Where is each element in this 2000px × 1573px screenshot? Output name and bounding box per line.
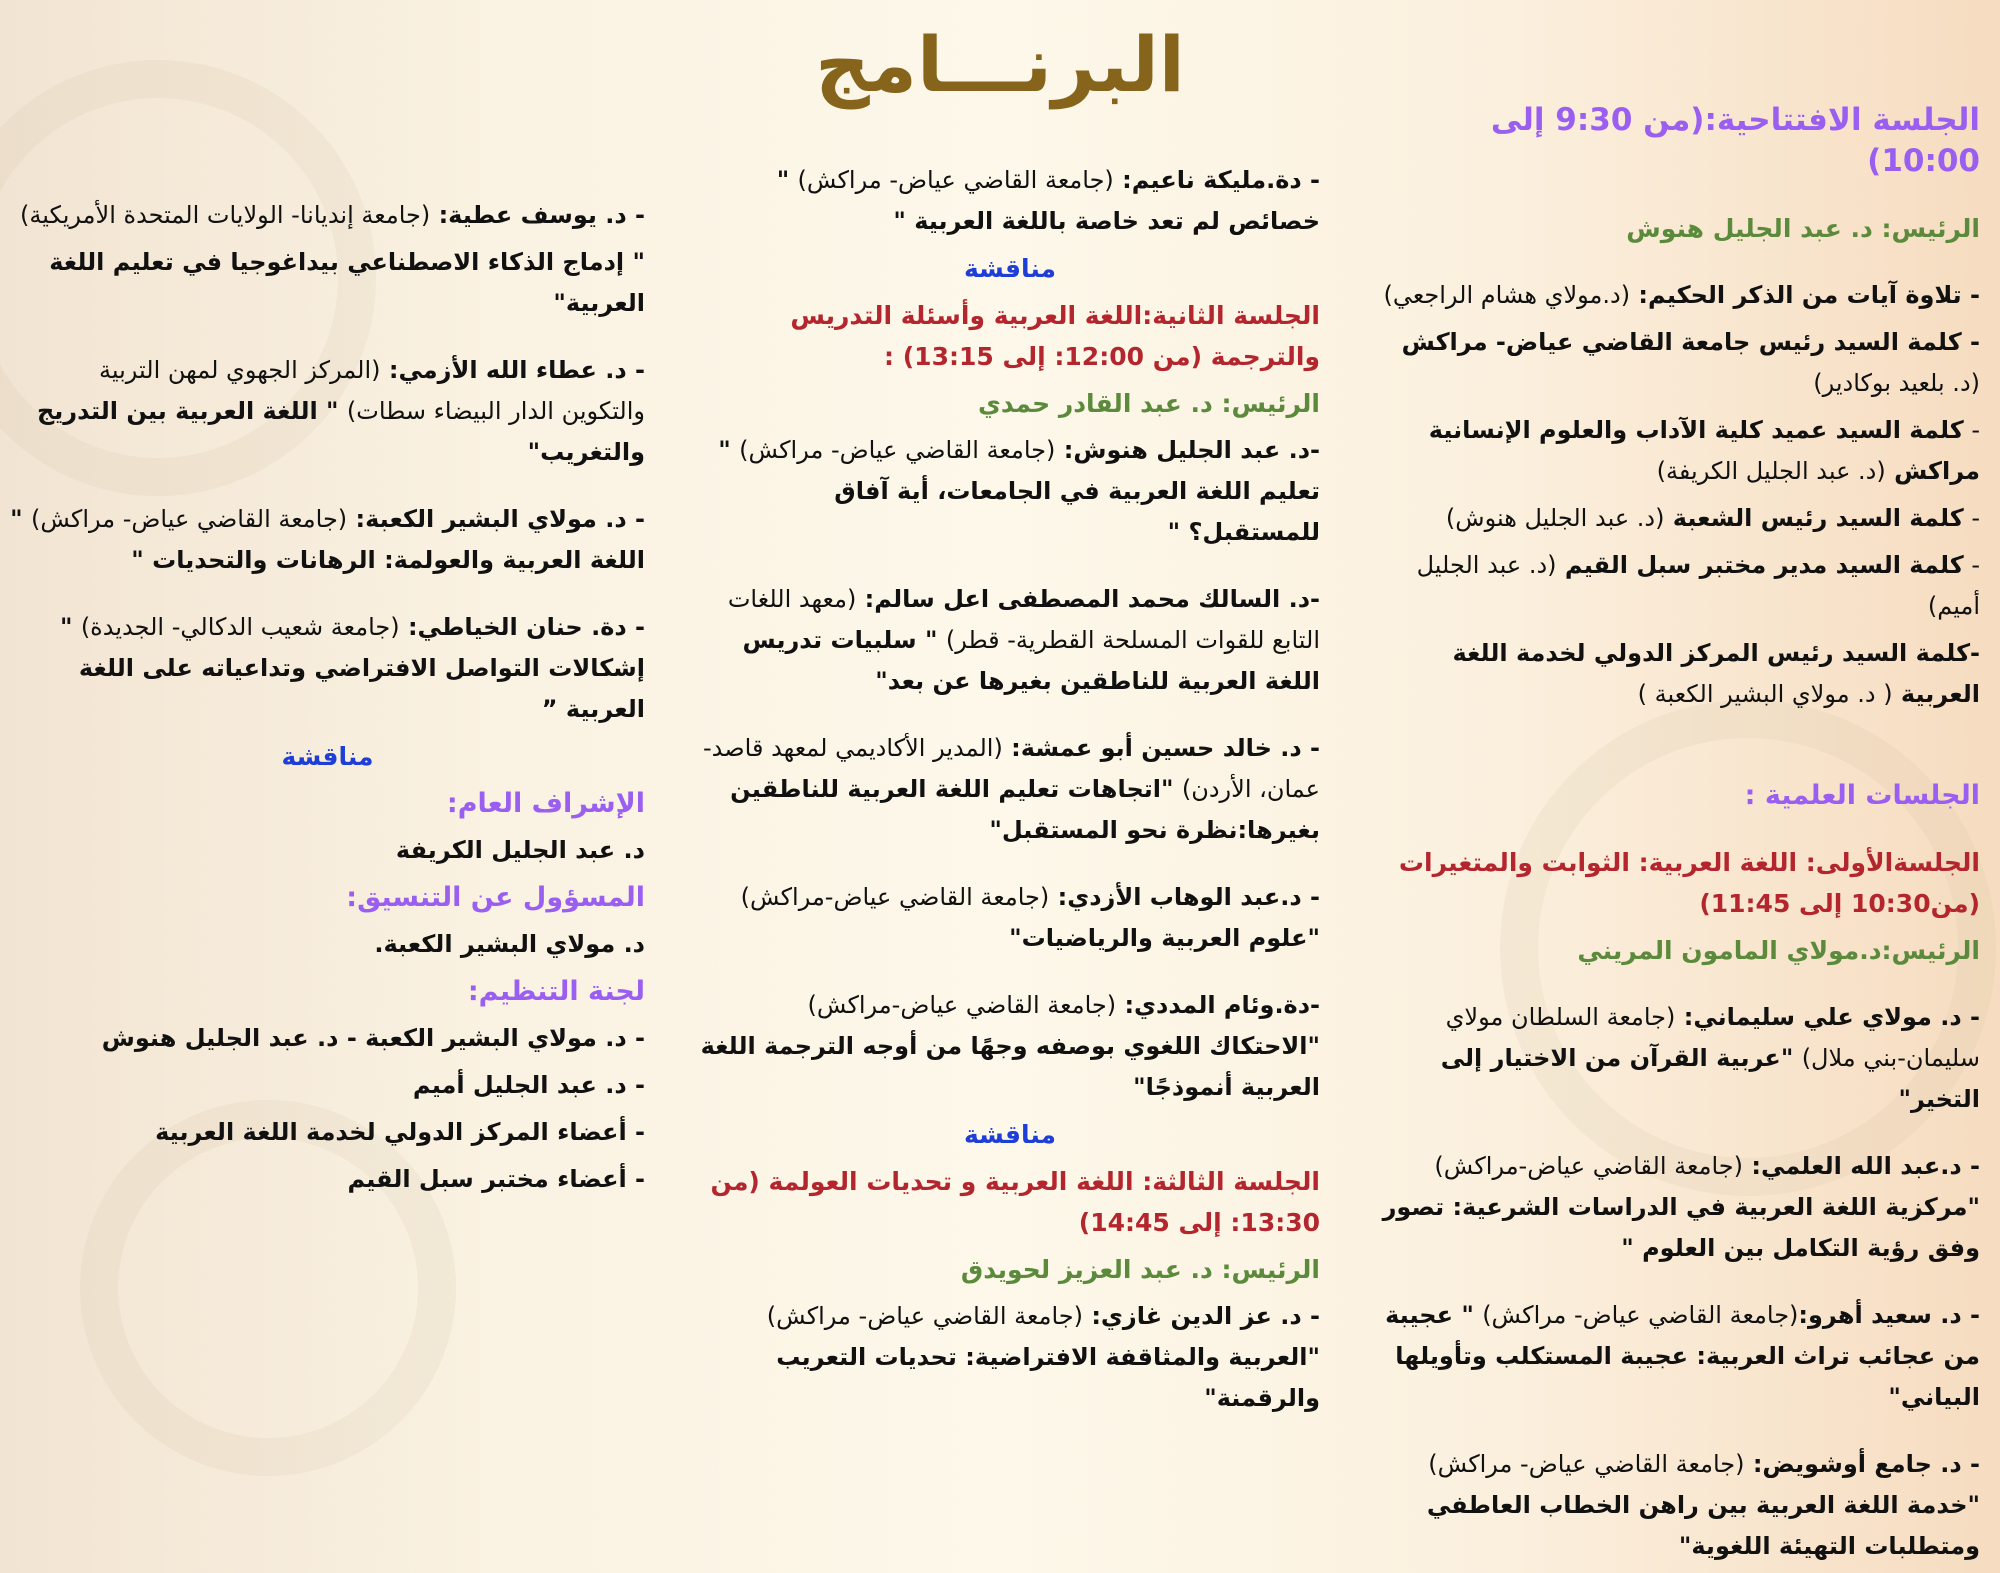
- item-text: -د. السالك محمد المصطفى اعل سالم:: [856, 585, 1320, 613]
- item-text: الجلسة الثانية:اللغة العربية وأسئلة التدريس والترجمة (من 12:00: إلى 13:15) :: [790, 301, 1320, 371]
- program-item: [700, 430, 1320, 553]
- affiliation-text: (جامعة شعيب الدكالي- الجديدة): [80, 613, 400, 641]
- session-title: [1380, 842, 1980, 924]
- item-text: لجنة التنظيم:: [467, 976, 645, 1007]
- item-text: - د. عبد الجليل أميم: [412, 1071, 645, 1099]
- column-middle: [700, 160, 1320, 1425]
- program-item: [700, 579, 1320, 702]
- session-chair: [1380, 208, 1980, 249]
- program-item: [1380, 322, 1980, 404]
- item-text: - د.عبد الوهاب الأزدي:: [1049, 883, 1320, 911]
- item-text: " تعليم اللغة العربية في الجامعات، أية آفاق للمستقبل؟ ": [718, 436, 1320, 546]
- item-text: كلمة السيد عميد كلية الآداب والعلوم الإنسانية مراكش: [1428, 416, 1980, 485]
- item-text: - دة. حنان الخياطي:: [399, 613, 645, 641]
- discussion-label: [700, 1114, 1320, 1155]
- item-text: - دة.مليكة ناعيم:: [1113, 166, 1320, 194]
- item-text: - كلمة السيد رئيس جامعة القاضي عياض- مراكش: [1401, 328, 1980, 356]
- affiliation-text: (المركز الجهوي لمهن التربية والتكوين الدار البيضاء سطات): [99, 356, 645, 425]
- program-item: [1380, 498, 1980, 539]
- program-item: [1380, 545, 1980, 627]
- item-text: - د.عبد الله العلمي:: [1742, 1152, 1980, 1180]
- session-chair: [700, 1249, 1320, 1290]
- program-item: [700, 985, 1320, 1108]
- column-right: [1380, 100, 1980, 1573]
- affiliation-text: (جامعة القاضي عياض- مراكش): [797, 166, 1114, 194]
- item-text: - د. عطاء الله الأزمي:: [380, 356, 645, 384]
- item-text: الرئيس: د. عبد الجليل هنوش: [1626, 214, 1980, 243]
- affiliation-text: -: [1963, 504, 1980, 532]
- item-text: مناقشة: [963, 254, 1057, 283]
- affiliation-text: -: [1963, 416, 1980, 444]
- program-item: [10, 195, 645, 236]
- program-item: [10, 607, 645, 730]
- section-heading: [1380, 100, 1980, 182]
- program-item: [1380, 1444, 1980, 1567]
- item-text: - د. خالد حسين أبو عمشة:: [1002, 734, 1320, 762]
- program-item: [700, 877, 1320, 959]
- column-left: [10, 195, 645, 1206]
- item-text: د. مولاي البشير الكعبة.: [374, 930, 645, 958]
- affiliation-text: (المدير الأكاديمي لمعهد قاصد-عمان، الأردن): [703, 734, 1320, 803]
- item-text: - د. جامع أوشويض:: [1744, 1450, 1980, 1478]
- program-item: [700, 160, 1320, 242]
- item-text: كلمة السيد مدير مختبر سبل القيم: [1556, 551, 1964, 579]
- program-item: [10, 830, 645, 871]
- section-heading: [10, 783, 645, 824]
- item-text: " اللغة العربية بين التدريج والتغريب": [36, 397, 645, 466]
- affiliation-text: -: [1963, 551, 1980, 579]
- item-text: د. عبد الجليل الكريفة: [395, 836, 645, 864]
- item-text: الجلسة الافتتاحية:(من 9:30 إلى 10:00): [1490, 102, 1980, 179]
- item-text: - أعضاء المركز الدولي لخدمة اللغة العربية: [155, 1118, 645, 1146]
- affiliation-text: (جامعة القاضي عياض- مراكش): [1482, 1301, 1799, 1329]
- program-item: [700, 1296, 1320, 1419]
- item-text: الرئيس: د. عبد العزيز لحويدق: [960, 1255, 1320, 1284]
- item-text: - د. مولاي البشير الكعبة - د. عبد الجليل هنوش: [101, 1024, 645, 1052]
- program-item: [10, 924, 645, 965]
- affiliation-text: (د. عبد الجليل الكريفة): [1656, 457, 1886, 485]
- item-text: المسؤول عن التنسيق:: [346, 882, 645, 913]
- item-text: كلمة السيد رئيس الشعبة: [1664, 504, 1964, 532]
- affiliation-text: (جامعة السلطان مولاي سليمان-بني ملال): [1445, 1003, 1980, 1072]
- item-text: مناقشة: [963, 1120, 1057, 1149]
- program-item: [10, 499, 645, 581]
- section-heading: [10, 877, 645, 918]
- item-text: " خصائص لم تعد خاصة باللغة العربية ": [776, 166, 1320, 235]
- session-chair: [1380, 930, 1980, 971]
- program-item: [10, 1065, 645, 1106]
- item-text: الرئيس: د. عبد القادر حمدي: [978, 389, 1320, 418]
- affiliation-text: (جامعة القاضي عياض-مراكش): [807, 991, 1117, 1019]
- affiliation-text: (جامعة القاضي عياض- مراكش): [1428, 1450, 1745, 1478]
- program-item: [1380, 633, 1980, 715]
- program-item: [1380, 1146, 1980, 1269]
- item-text: - د. سعيد أهرو:: [1798, 1301, 1980, 1329]
- program-item: [10, 1159, 645, 1200]
- item-text: "الاحتكاك اللغوي بوصفه وجهًا من أوجه الترجمة اللغة العربية أنموذجًا": [700, 1032, 1320, 1101]
- item-text: -د. عبد الجليل هنوش:: [1055, 436, 1320, 464]
- program-item: [1380, 275, 1980, 316]
- item-text: " إدماج الذكاء الاصطناعي بيداغوجيا في تعليم اللغة العربية": [49, 248, 645, 317]
- item-text: "العربية والمثاقفة الافتراضية: تحديات التعريب والرقمنة": [776, 1343, 1320, 1412]
- item-text: الجلسةالأولى: اللغة العربية: الثوابت والمتغيرات (من10:30 إلى 11:45): [1398, 848, 1980, 918]
- item-text: - د. مولاي علي سليماني:: [1675, 1003, 1980, 1031]
- page-title: البرنـــامج: [815, 20, 1185, 109]
- item-text: " عجيبة من عجائب تراث العربية: عجيبة المستكلب وتأويلها البياني": [1385, 1301, 1980, 1411]
- program-item: [10, 242, 645, 324]
- section-heading: [1380, 775, 1980, 816]
- discussion-label: [10, 736, 645, 777]
- item-text: - د. يوسف عطية:: [430, 201, 645, 229]
- affiliation-text: (جامعة القاضي عياض-مراكش): [1434, 1152, 1743, 1180]
- item-text: "اتجاهات تعليم اللغة العربية للناطقين بغيرها:نظرة نحو المستقبل": [730, 775, 1320, 844]
- affiliation-text: (د. عبد الجليل أميم): [1416, 551, 1980, 620]
- item-text: -كلمة السيد رئيس المركز الدولي لخدمة اللغة العربية: [1452, 639, 1980, 708]
- item-text: -دة.وئام المددي:: [1116, 991, 1320, 1019]
- item-text: الجلسات العلمية :: [1744, 780, 1980, 811]
- item-text: الإشراف العام:: [446, 788, 645, 819]
- item-text: " إشكالات التواصل الافتراضي وتداعياته على اللغة العربية ”: [59, 613, 645, 723]
- session-title: [700, 295, 1320, 377]
- item-text: " اللغة العربية والعولمة: الرهانات والتحديات ": [10, 505, 645, 574]
- item-text: - د. مولاي البشير الكعبة:: [347, 505, 645, 533]
- item-text: - تلاوة آيات من الذكر الحكيم:: [1630, 281, 1980, 309]
- item-text: "مركزية اللغة العربية في الدراسات الشرعية: تصور وفق رؤية التكامل بين العلوم ": [1382, 1193, 1980, 1262]
- affiliation-text: (جامعة القاضي عياض- مراكش): [739, 436, 1056, 464]
- item-text: "عربية القرآن من الاختيار إلى التخير": [1440, 1044, 1980, 1113]
- item-text: - د. عز الدين غازي:: [1082, 1302, 1320, 1330]
- program-item: [1380, 1295, 1980, 1418]
- program-item: [10, 1112, 645, 1153]
- affiliation-text: (معهد اللغات التابع للقوات المسلحة القطرية- قطر): [727, 585, 1320, 654]
- affiliation-text: (د. بلعيد بوكادير): [1813, 369, 1980, 397]
- item-text: - أعضاء مختبر سبل القيم: [347, 1165, 645, 1193]
- session-chair: [700, 383, 1320, 424]
- affiliation-text: (جامعة القاضي عياض-مراكش): [740, 883, 1050, 911]
- section-heading: [10, 971, 645, 1012]
- program-item: [700, 728, 1320, 851]
- item-text: " سلبيات تدريس اللغة العربية للناطقين بغيرها عن بعد": [742, 626, 1320, 695]
- program-item: [10, 350, 645, 473]
- session-title: [700, 1161, 1320, 1243]
- discussion-label: [700, 248, 1320, 289]
- affiliation-text: ( د. مولاي البشير الكعبة ): [1637, 680, 1893, 708]
- affiliation-text: (جامعة إنديانا- الولايات المتحدة الأمريكية): [20, 201, 431, 229]
- program-item: [10, 1018, 645, 1059]
- affiliation-text: (د.مولاي هشام الراجعي): [1383, 281, 1631, 309]
- affiliation-text: (د. عبد الجليل هنوش): [1445, 504, 1665, 532]
- program-item: [1380, 997, 1980, 1120]
- item-text: "خدمة اللغة العربية بين راهن الخطاب العاطفي ومتطلبات التهيئة اللغوية": [1426, 1491, 1980, 1560]
- affiliation-text: (جامعة القاضي عياض- مراكش): [766, 1302, 1083, 1330]
- item-text: مناقشة: [281, 742, 374, 771]
- affiliation-text: (جامعة القاضي عياض- مراكش): [30, 505, 348, 533]
- item-text: "علوم العربية والرياضيات": [1009, 924, 1320, 952]
- program-item: [1380, 410, 1980, 492]
- item-text: الرئيس:د.مولاي المامون المريني: [1577, 936, 1980, 965]
- item-text: الجلسة الثالثة: اللغة العربية و تحديات العولمة (من 13:30: إلى 14:45): [710, 1167, 1320, 1237]
